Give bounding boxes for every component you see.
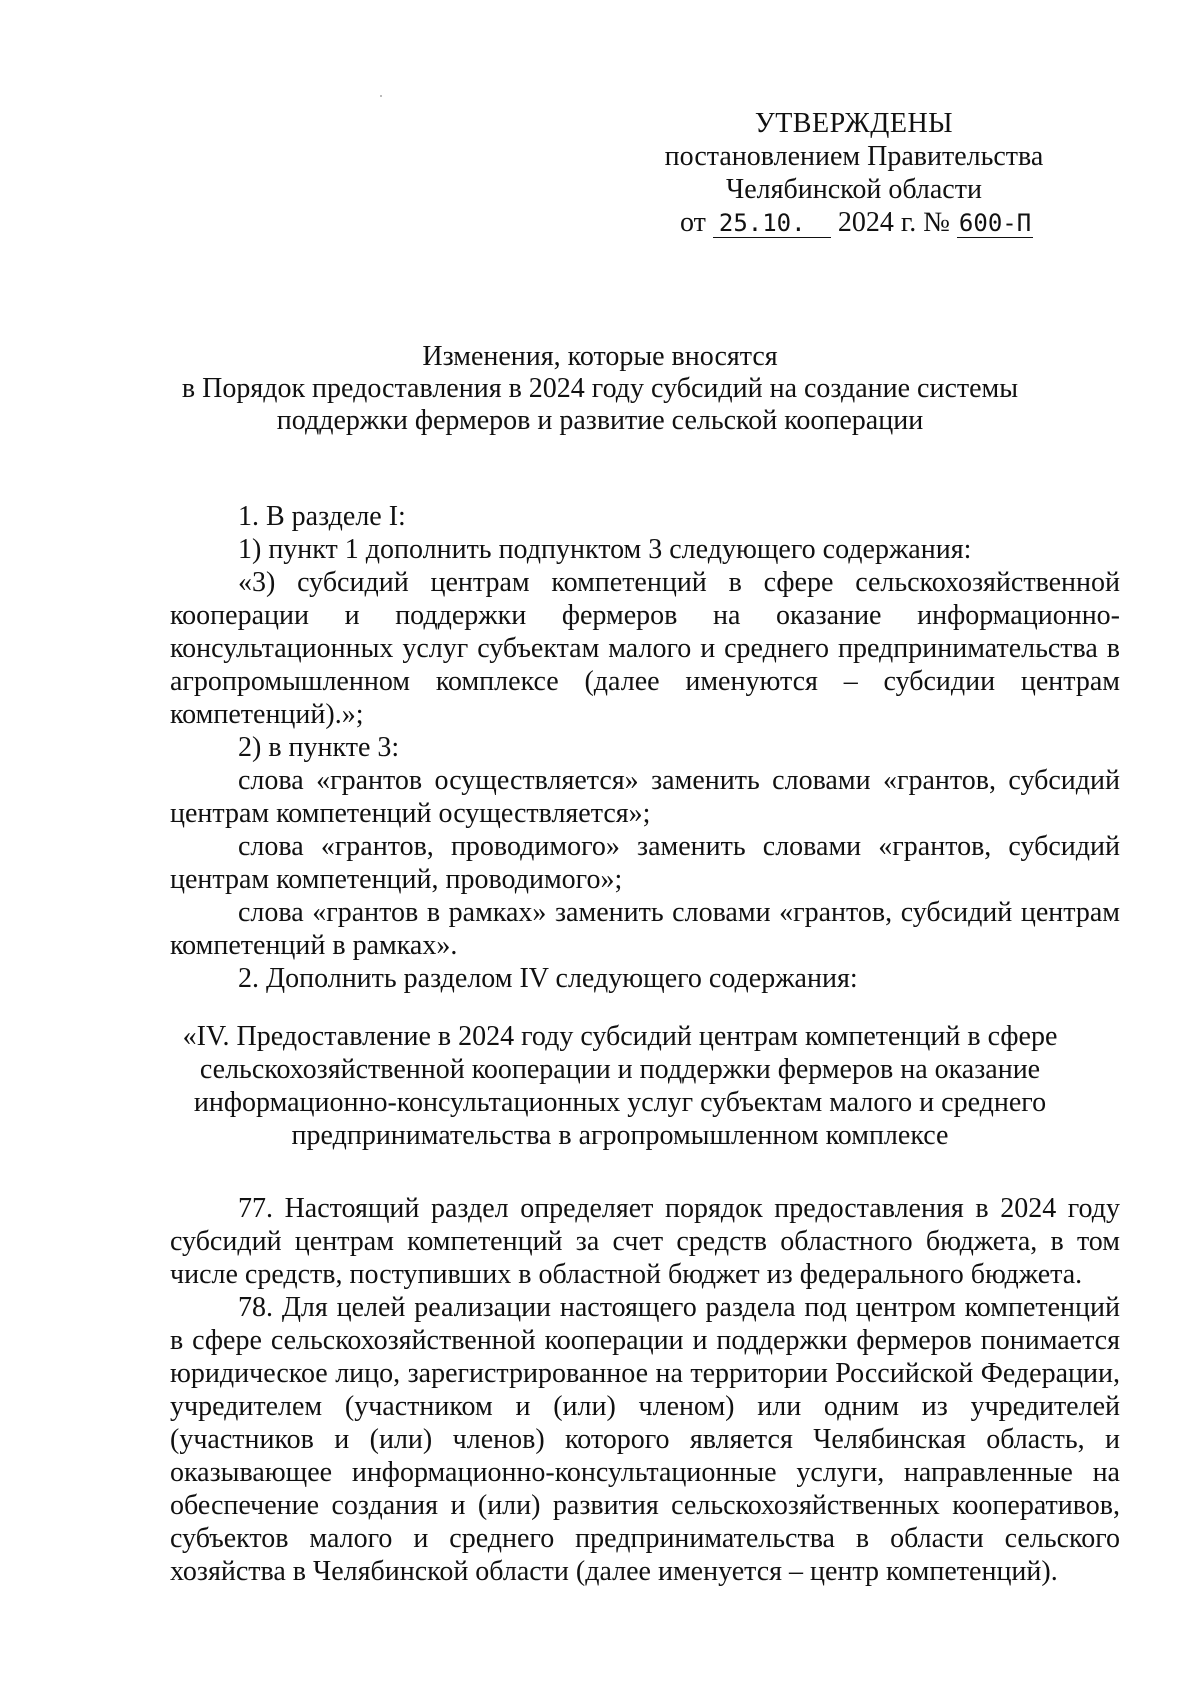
paragraph-78: 78. Для целей реализации настоящего раздела под центром компетенций в сфере сельскохозяйственной кооперации и поддержки фермеров понимается юридическое лицо, зарегистрированное на территории Российской Федерации, учредителем (участником и (или) членом) или одним из учредителей (участников и (или) членов) которого является Челябинская область, и оказывающее информационно-консультационные услуги, направленные на обеспечение создания и (или) развития сельскохозяйственных кооперативов, субъектов малого и среднего предпринимательства в области сельского хозяйства в Челябинской области (далее именуется – центр компетенций). [170,1292,1120,1587]
section-4-title-line-4: предпринимательства в агропромышленном комплексе [291,1120,949,1151]
approval-date-line [680,206,1120,239]
approval-heading: УТВЕРЖДЕНЫ [754,108,954,139]
section-4-title-line-3: информационно-консультационных услуг субъектам малого и среднего [193,1087,1047,1118]
section-4-title-line-2: сельскохозяйственной кооперации и поддержки фермеров на оказание [199,1054,1041,1085]
approval-line-2: Челябинской области [726,174,982,205]
section-4-body [170,1192,1120,1588]
scan-speck [380,95,382,97]
paragraph-1-1: 1) пункт 1 дополнить подпунктом 3 следующего содержания: [238,534,972,565]
paragraph-1-2-a: слова «грантов осуществляется» заменить словами «грантов, субсидий центрам компетенций осуществляется»; [170,765,1120,829]
approval-stamp-block [660,107,1120,239]
paragraph-2: 2. Дополнить разделом IV следующего содержания: [238,963,858,994]
title-line-2: в Порядок предоставления в 2024 году субсидий на создание системы [181,373,1019,404]
title-line-3: поддержки фермеров и развитие сельской кооперации [276,405,924,436]
section-4-title [160,1020,1080,1152]
title-line-1: Изменения, которые вносятся [422,341,778,372]
paragraph-77: 77. Настоящий раздел определяет порядок предоставления в 2024 году субсидий центрам компетенций за счет средств областного бюджета, в том числе средств, поступивших в областной бюджет из федерального бюджета. [170,1193,1120,1290]
paragraph-1-1-text: «3) субсидий центрам компетенций в сфере сельскохозяйственной кооперации и поддержки фермеров на оказание информационно-консультационных услуг субъектам малого и среднего предпринимательства в агропромышленном комплексе (далее именуются – субсидии центрам компетенций).»; [170,567,1120,730]
date-prefix: от [680,207,706,238]
section-4-title-line-1: «IV. Предоставление в 2024 году субсидий центрам компетенций в сфере [182,1021,1058,1052]
approval-line-1: постановлением Правительства [664,141,1044,172]
paragraph-1-2: 2) в пункте 3: [238,732,400,763]
document-title [150,340,1050,436]
date-value: 25.10. [713,209,831,238]
paragraph-1: 1. В разделе I: [238,501,406,532]
resolution-number: 600-П [958,209,1032,237]
paragraph-1-2-b: слова «грантов, проводимого» заменить словами «грантов, субсидий центрам компетенций, проводимого»; [170,831,1120,895]
paragraph-1-2-c: слова «грантов в рамках» заменить словами «грантов, субсидий центрам компетенций в рамках». [170,897,1120,961]
section-1-body [170,500,1120,995]
year-text: 2024 г. № [837,207,950,238]
